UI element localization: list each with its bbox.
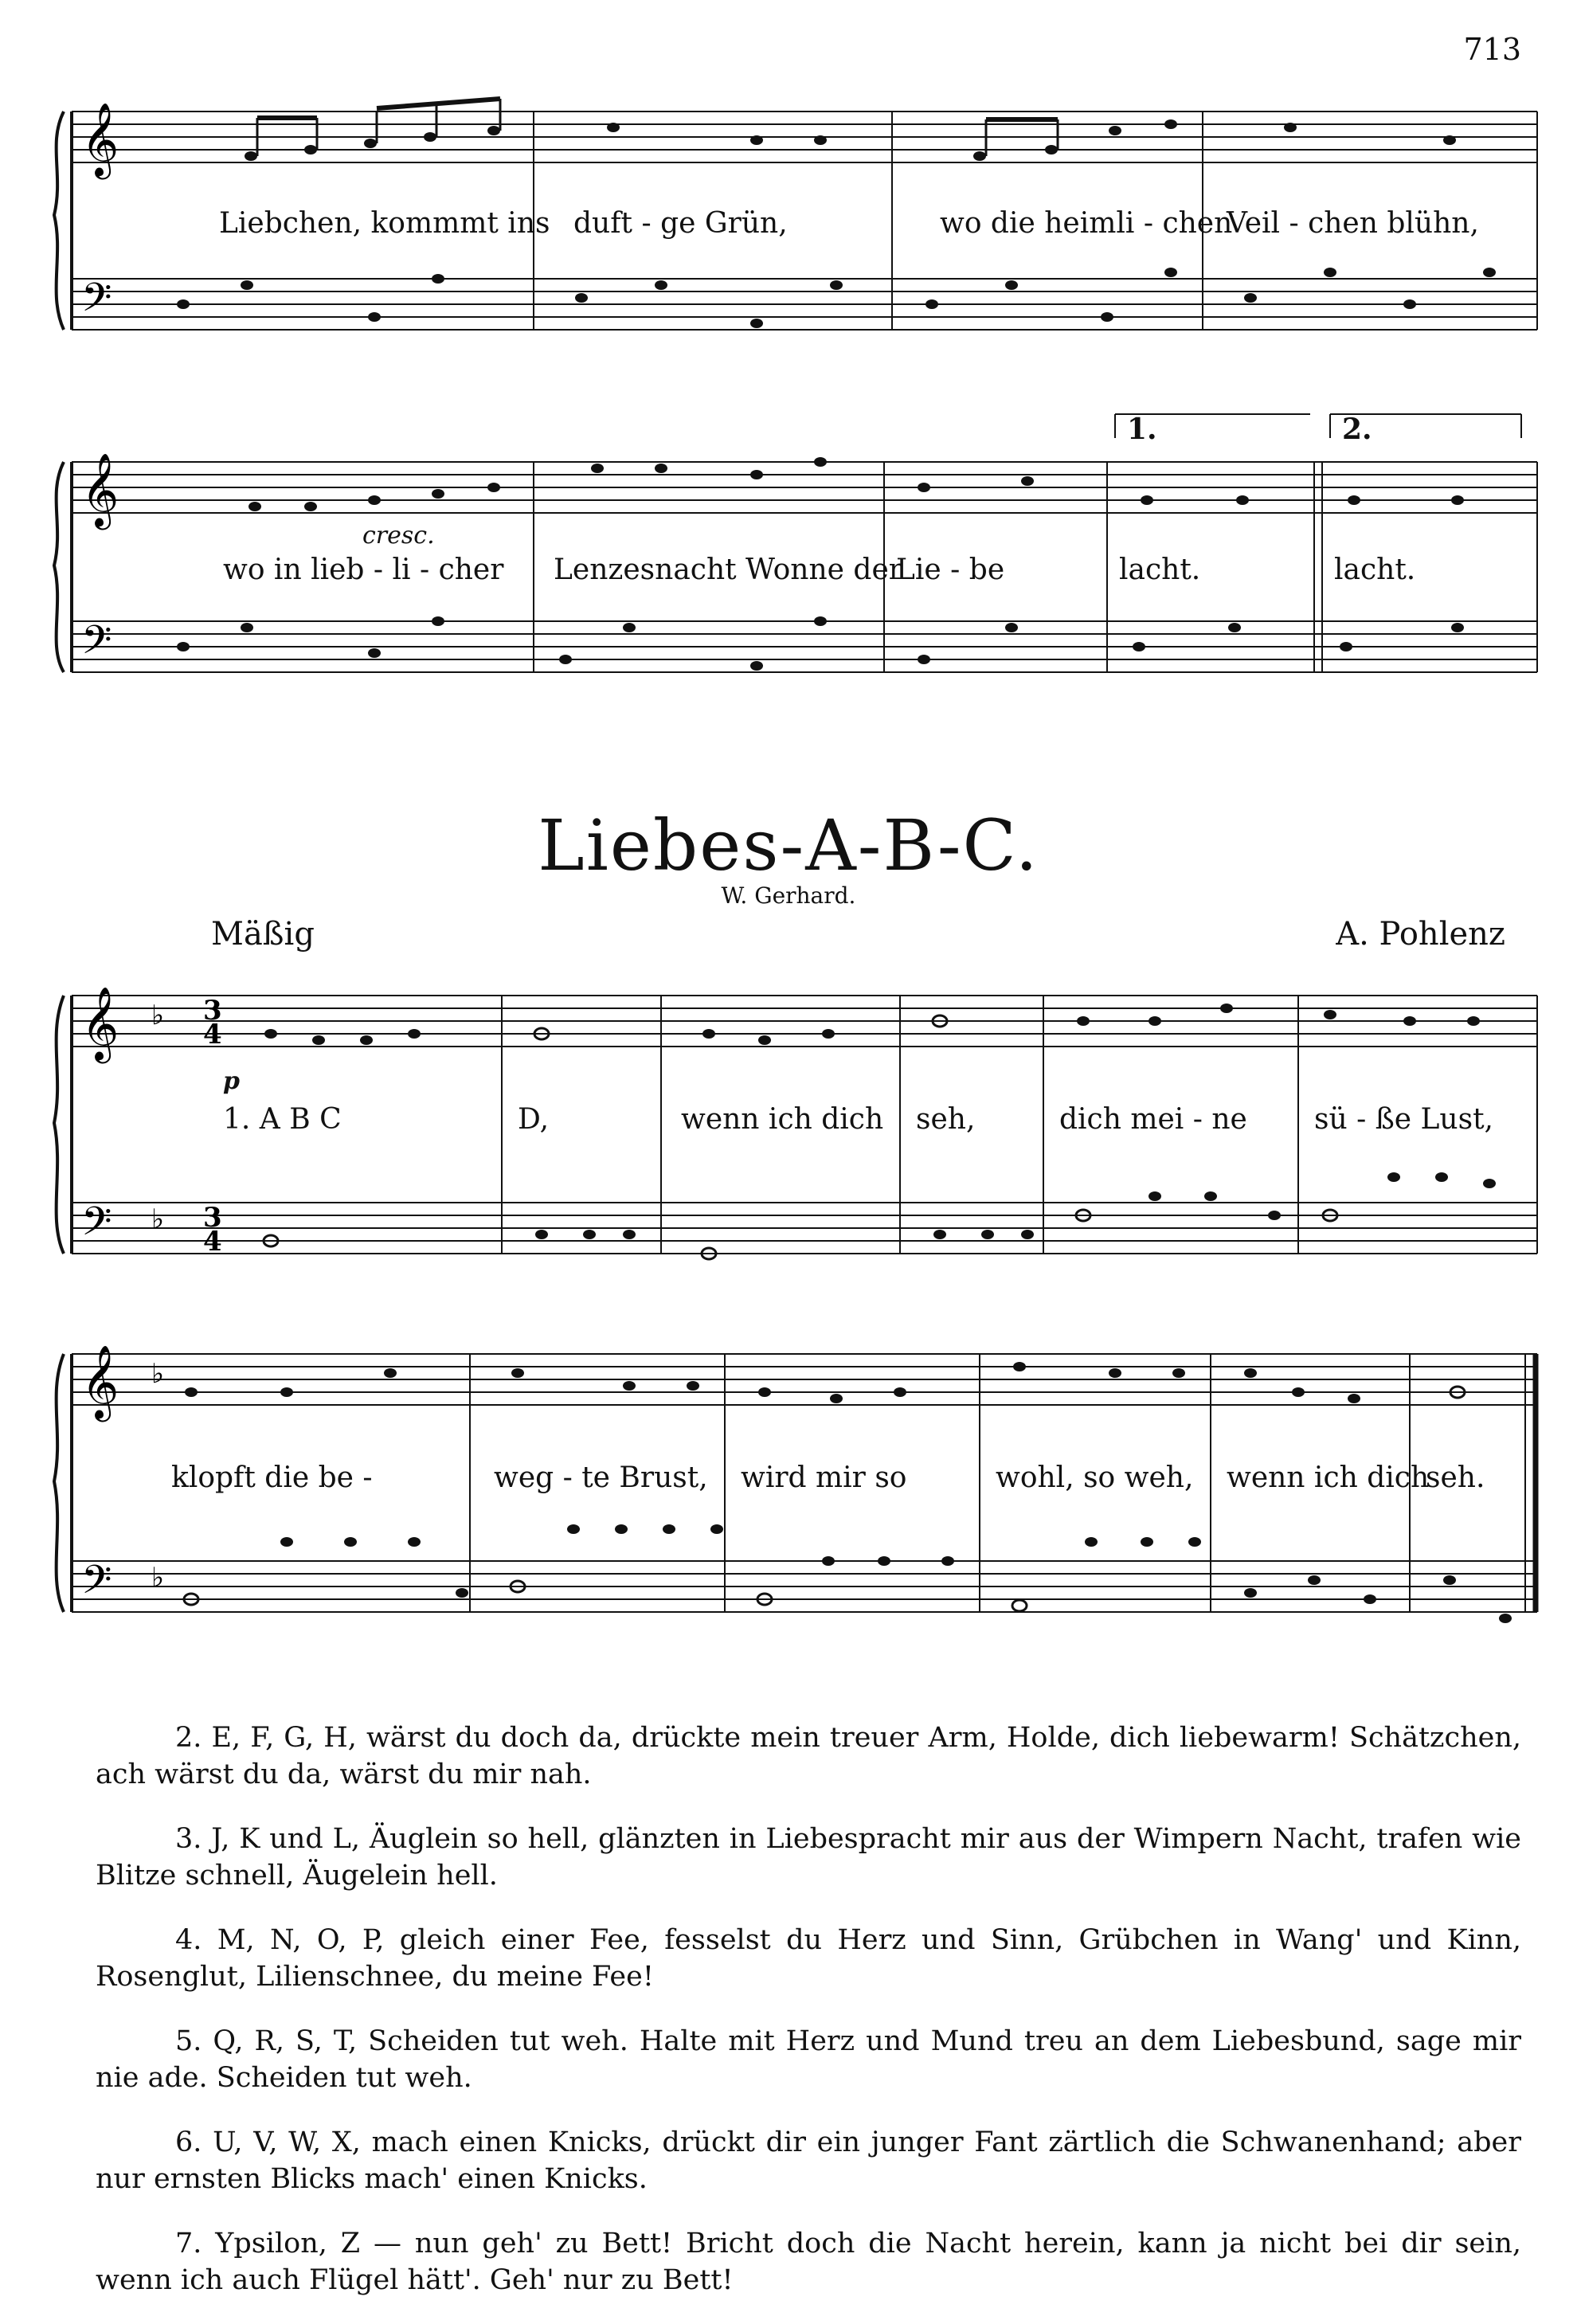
score-system: [56, 1322, 1537, 1657]
svg-text:𝄢: 𝄢: [81, 1199, 112, 1254]
svg-text:𝄢: 𝄢: [81, 617, 112, 673]
svg-text:♭: ♭: [151, 1358, 165, 1390]
score-system: [56, 406, 1537, 709]
svg-text:4: 4: [203, 1226, 222, 1258]
lyric-measure: seh.: [1426, 1461, 1485, 1494]
tempo-marking: Mäßig: [211, 916, 315, 953]
lyric-measure: wenn ich dich: [681, 1103, 884, 1136]
page-number: 713: [1463, 32, 1521, 67]
verse-text: 4. M, N, O, P, gleich einer Fee, fesselst du Herz und Sinn, Grübchen in Wang' und Kinn, Rosenglut, Lilienschnee, du meine Fee!: [96, 1924, 1521, 1993]
volta-2: 2.: [1342, 413, 1372, 446]
lyric-measure: duft - ge Grün,: [573, 207, 788, 240]
verse-text: 3. J, K und L, Äuglein so hell, glänzten in Liebespracht mir aus der Wimpern Nacht, trafen wie Blitze schnell, Äugelein hell.: [96, 1823, 1521, 1892]
lyric-measure: wird mir so: [741, 1461, 907, 1494]
verses-block: [96, 1692, 1521, 2305]
lyric-measure: wenn ich dich: [1227, 1461, 1430, 1494]
verse-text: 6. U, V, W, X, mach einen Knicks, drückt dir ein junger Fant zärtlich die Schwanenhand; aber nur ernsten Blicks mach' einen Knicks.: [96, 2126, 1521, 2195]
lyric-measure: wo die heimli - chen: [940, 207, 1233, 240]
lyric-measure: D,: [518, 1103, 550, 1136]
svg-text:𝄢: 𝄢: [81, 1557, 112, 1613]
volta-1: 1.: [1127, 413, 1157, 446]
svg-text:𝄢: 𝄢: [81, 275, 112, 331]
lyric-measure: lacht.: [1334, 554, 1416, 586]
svg-text:𝄞: 𝄞: [81, 452, 119, 526]
svg-text:♭: ♭: [151, 1203, 165, 1235]
score-system: [56, 964, 1537, 1298]
lyric-measure: wohl, so weh,: [996, 1461, 1194, 1494]
verse-text: 7. Ypsilon, Z — nun geh' zu Bett! Bricht doch die Nacht herein, kann ja nicht bei dir sein, wenn ich auch Flügel hätt'. Geh' nur zu Bett!: [96, 2228, 1521, 2296]
lyric-measure: Lie - be: [896, 554, 1005, 586]
lyric-measure: seh,: [916, 1103, 976, 1136]
svg-text:4: 4: [203, 1019, 222, 1050]
svg-text:𝄞: 𝄞: [81, 986, 119, 1060]
svg-text:♭: ♭: [151, 1000, 165, 1031]
svg-text:3: 3: [203, 995, 222, 1027]
lyric-measure: 1. A B C: [223, 1103, 342, 1136]
score-system: [56, 96, 1537, 358]
lyric-measure: Lenzesnacht Wonne der: [554, 554, 902, 586]
svg-text:♭: ♭: [151, 1562, 165, 1594]
verse-text: 2. E, F, G, H, wärst du doch da, drückte mein treuer Arm, Holde, dich liebewarm! Schätzchen, ach wärst du da, wärst du mir nah.: [96, 1722, 1521, 1790]
lyric-measure: Liebchen, kommmt ins: [219, 207, 550, 240]
lyric-measure: wo in lieb - li - cher: [223, 554, 504, 586]
lyric-measure: dich mei - ne: [1059, 1103, 1247, 1136]
svg-text:3: 3: [203, 1202, 222, 1234]
dynamic-marking: p: [223, 1067, 240, 1095]
lyric-measure: lacht.: [1119, 554, 1201, 586]
verse-text: 5. Q, R, S, T, Scheiden tut weh. Halte mit Herz und Mund treu an dem Liebesbund, sage mir nie ade. Scheiden tut weh.: [96, 2025, 1521, 2094]
svg-text:𝄞: 𝄞: [81, 1344, 119, 1418]
lyric-measure: klopft die be -: [171, 1461, 373, 1494]
dynamic-marking: cresc.: [362, 522, 435, 550]
lyric-measure: Veil - chen blühn,: [1227, 207, 1479, 240]
song-title: Liebes-A-B-C.: [538, 804, 1039, 886]
composer-credit: A. Pohlenz: [1336, 916, 1505, 953]
lyric-measure: sü - ße Lust,: [1314, 1103, 1493, 1136]
svg-text:𝄞: 𝄞: [81, 102, 119, 176]
lyric-measure: weg - te Brust,: [494, 1461, 708, 1494]
poet-credit: W. Gerhard.: [721, 882, 856, 909]
